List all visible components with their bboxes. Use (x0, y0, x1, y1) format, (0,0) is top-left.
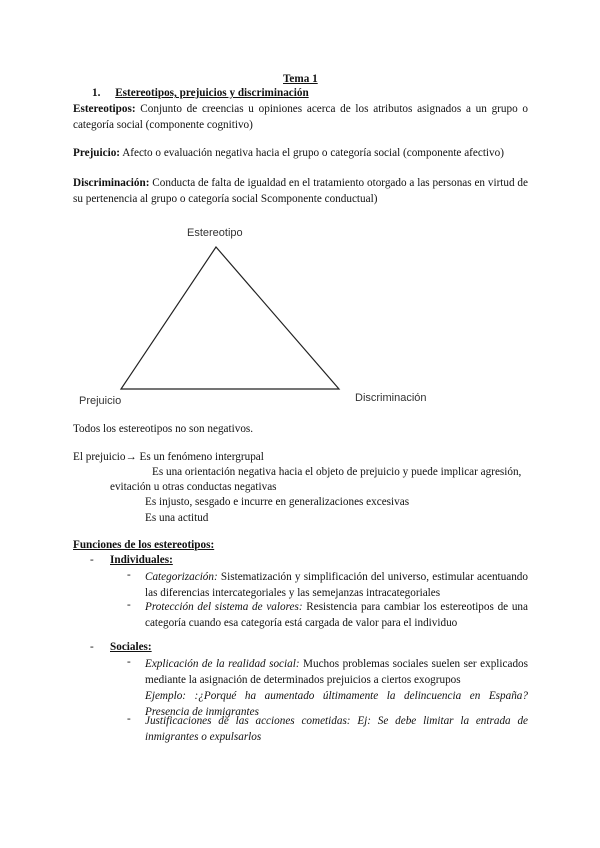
bullet-dash: - (127, 569, 131, 581)
bullet-dash: - (127, 713, 131, 725)
item-text: Sistematización y simplificación del universo, estimular acentuando las diferencias intercategoriales y las semejanzas intracategoriales (145, 571, 528, 599)
definition-term: Estereotipos: (73, 103, 136, 115)
item-term: Justificaciones de las acciones cometidas: (145, 715, 351, 727)
sociales-label: Sociales: (110, 641, 152, 653)
diagram-label-left: Prejuicio (79, 395, 122, 407)
funciones-heading: Funciones de los estereotipos: (73, 539, 215, 551)
item-text: Muchos problemas sociales suelen ser explicados mediante la asignación de determinados prejuicios a ciertos exogrupos (145, 658, 528, 686)
definition-text: Conjunto de creencias u opiniones acerca de los atributos asignados a un grupo o categoría social (componente cognitivo) (73, 103, 528, 131)
note-text: Todos los estereotipos no son negativos. (73, 423, 254, 435)
prejuicio-first: Es un fenómeno intergrupal (136, 451, 264, 463)
item-term: Categorización: (145, 571, 218, 583)
definition-term: Discriminación: (73, 177, 150, 189)
prejuicio-lead: El prejuicio (73, 451, 126, 463)
item-text: Ej: Se debe limitar la entrada de inmigrantes o expulsarlos (145, 715, 528, 743)
prejuicio-line-3: Es injusto, sesgado e incurre en generalizaciones excesivas (145, 496, 410, 508)
prejuicio-line-1 (73, 451, 264, 463)
triangle-shape (121, 247, 339, 389)
page-title: Tema 1 (283, 73, 318, 85)
prejuicio-line-2a: Es una orientación negativa hacia el objeto de prejuicio y puede implicar agresión, (152, 466, 522, 478)
bullet-dash: - (127, 599, 131, 611)
section-number: 1. (92, 87, 101, 99)
definition-text: Conducta de falta de igualdad en el tratamiento otorgado a las personas en virtud de su pertenencia al grupo o categoría social Scomponente conductual) (73, 177, 528, 205)
item-text: Resistencia para cambiar los estereotipos de una categoría cuando esa categoría está cargada de valor para el individuo (145, 601, 528, 629)
definition-text: Afecto o evaluación negativa hacia el grupo o categoría social (componente afectivo) (120, 147, 504, 159)
arrow-icon: → (125, 451, 137, 463)
list-item-categorizacion (145, 569, 528, 601)
diagram-label-right: Discriminación (355, 392, 427, 404)
bullet-dash: - (127, 656, 131, 668)
list-item-explicacion (145, 656, 528, 720)
prejuicio-line-4: Es una actitud (145, 512, 209, 524)
bullet-dash: - (90, 554, 94, 566)
item-term: Protección del sistema de valores: (145, 601, 303, 613)
bullet-dash: - (90, 641, 94, 653)
list-item-proteccion (145, 599, 528, 631)
prejuicio-line-2b: evitación u otras conductas negativas (110, 481, 277, 493)
list-item-justificaciones (145, 713, 528, 745)
section-title: Estereotipos, prejuicios y discriminación (115, 87, 309, 99)
definition-term: Prejuicio: (73, 147, 121, 159)
individuales-label: Individuales: (110, 554, 173, 566)
item-example: Ejemplo: :¿Porqué ha aumentado últimamente la delincuencia en España? Presencia de inmigrantes (145, 690, 528, 718)
item-term: Explicación de la realidad social: (145, 658, 300, 670)
diagram-label-top: Estereotipo (187, 227, 243, 239)
